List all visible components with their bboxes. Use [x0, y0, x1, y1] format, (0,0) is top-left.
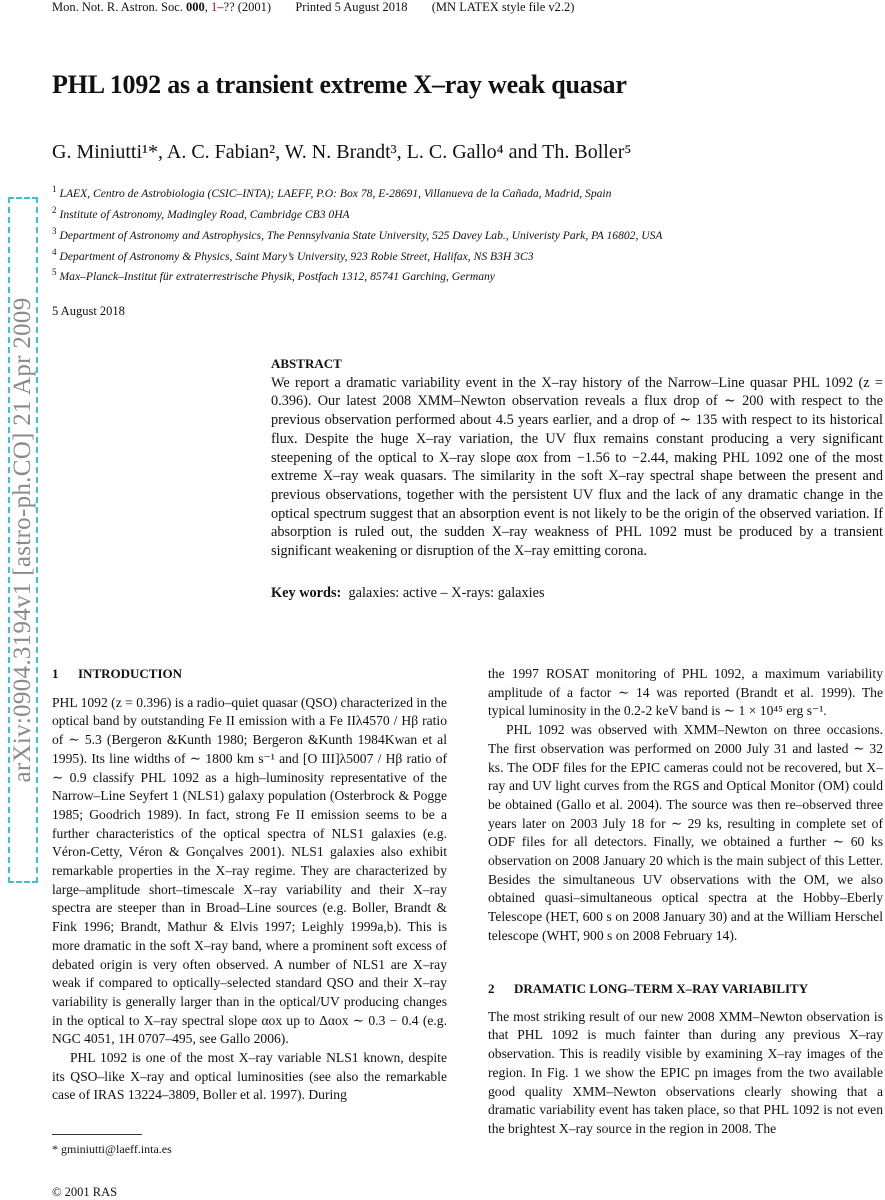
- abstract-heading: ABSTRACT: [271, 356, 342, 371]
- footnote: * gminiutti@laeff.inta.es: [52, 1142, 172, 1156]
- section-2: [488, 980, 883, 1139]
- affiliation-4: $^4$ Department of Astronomy & Physics, Saint Mary’s University, 923 Robie Street, Halifax, NS B3H 3C3: [52, 246, 534, 263]
- page-link[interactable]: 1: [211, 0, 218, 14]
- arxiv-id: arXiv:0904.3194v1 [astro-ph.CO] 21 Apr 2009: [9, 297, 36, 783]
- affiliations: [52, 181, 663, 285]
- keywords-label: Key words:: [271, 585, 342, 601]
- intro-paragraph-1: PHL 1092 (z = 0.396) is a radio–quiet quasar (QSO) characterized in the optical band by outstanding Fe II emission with a Fe IIλ4570 / Hβ ratio of ∼ 5.3 (Bergeron &Kunth 1980; Bergeron &Kunth 1984Kwan et al 1995). Its line widths of ∼ 1800 km s⁻¹ and [O III]λ5007 / Hβ ratio of ∼ 0.9 classify PHL 1092 as a high–luminosity representative of the Narrow–Line Seyfert 1 (NLS1) galaxy population (Osterbrock & Pogge 1985; Goodrich 1989). In fact, strong Fe II emission seems to be a further characteristics of the optical spectra of NLS1 galaxies (e.g. Véron-Cetty, Véron & Gonçalves 2001). NLS1 galaxies also exhibit remarkable properties in the X–ray regime. They are characterized by large–amplitude short–timescale X–ray variability and their X–ray spectra are steeper than in Broad–Line sources (e.g. Boller, Brandt & Fink 1996; Brandt, Mathur & Elvis 1997; Leighly 1999a,b). This is more dramatic in the soft X–ray band, where a prominent soft excess of debated origin is very often observed. A number of NLS1 are X–ray weak if compared to optically–selected standard QSO and their X–ray variability is generally larger than in the optical/UV producing changes in the optical to X–ray spectral slope αox up to Δαox ∼ 0.3 − 0.4 (e.g. NGC 4051, 1H 0707–495, see Gallo 2006).: [52, 694, 447, 1047]
- style-file: (MN LATEX style file v2.2): [431, 0, 575, 14]
- footnote-rule: [52, 1134, 142, 1135]
- author-list: G. Miniutti¹*, A. C. Fabian², W. N. Brandt³, L. C. Gallo⁴ and Th. Boller⁵: [52, 141, 632, 163]
- received-date: 5 August 2018: [52, 304, 125, 318]
- section-1-heading: 1 INTRODUCTION: [52, 666, 183, 681]
- keywords-text: galaxies: active – X-rays: galaxies: [348, 585, 545, 601]
- right-paragraph-1: the 1997 ROSAT monitoring of PHL 1092, a maximum variability amplitude of a factor ∼ 14 was reported (Brandt et al. 1999). The typical luminosity in the 0.2-2 keV band is ∼ 1 × 10⁴⁵ erg s⁻¹.: [488, 666, 883, 719]
- keywords: [271, 585, 883, 602]
- section-2-paragraph-1: The most striking result of our new 2008 XMM–Newton observation is that PHL 1092 is much fainter than during any previous X–ray observation. This is readily visible by examining X–ray images of the region. In Fig. 1 we show the EPIC pn images from the two available good quality XMM–Newton observations clearly showing that a dramatic variability event has taken place, so that PHL 1092 is not even the brightest X–ray source in the region in 2008. The: [488, 1008, 883, 1136]
- affiliation-3: $^3$ Department of Astronomy and Astrophysics, The Pennsylvania State University, 525 Davey Lab., Univeristy Park, PA 16802, USA: [52, 225, 663, 242]
- affiliation-2: $^2$ Institute of Astronomy, Madingley Road, Cambridge CB3 0HA: [52, 204, 350, 221]
- volume: 000: [186, 0, 205, 14]
- section-2-heading: 2 DRAMATIC LONG–TERM X–RAY VARIABILITY: [488, 981, 809, 996]
- journal-name: Mon. Not. R. Astron. Soc.: [52, 0, 183, 14]
- paper-title: PHL 1092 as a transient extreme X–ray weak quasar: [52, 70, 627, 99]
- abstract-text: We report a dramatic variability event in the X–ray history of the Narrow–Line quasar PHL 1092 (z = 0.396). Our latest 2008 XMM–Newton observation reveals a flux drop of ∼ 200 with respect to the previous observation performed about 4.5 years earlier, and a drop of ∼ 135 with respect to its historical flux. Despite the huge X–ray variation, the UV flux remains constant producing a very significant steepening of the optical to X–ray slope αox from −1.56 to −2.44, making PHL 1092 one of the most extreme X–ray weak quasars. The similarity in the soft X–ray spectral shape between the present and previous observations, together with the persistent UV flux and the lack of any dramatic change in the optical spectrum suggest that an absorption event is not likely to be the origin of the observed variation. If absorption is ruled out, the sudden X–ray weakness of PHL 1092 must be produced by a transient significant weakening or disruption of the X–ray emitting corona.: [271, 374, 883, 560]
- abstract: [271, 355, 883, 561]
- printed-date: Printed 5 August 2018: [295, 0, 408, 14]
- copyright: © 2001 RAS: [52, 1185, 118, 1199]
- intro-paragraph-2: PHL 1092 is one of the most X–ray variable NLS1 known, despite its QSO–like X–ray and optical luminosities (see also the remarkable case of IRAS 13224–3809, Boller et al. 1997). During: [52, 1050, 447, 1103]
- right-column: [488, 665, 883, 946]
- affiliation-1: $^1$ LAEX, Centro de Astrobiologia (CSIC–INTA); LAEFF, P.O: Box 78, E-28691, Villanueva de la Cañada, Madrid, Spain: [52, 184, 612, 200]
- arxiv-stamp[interactable]: [8, 197, 38, 883]
- running-head: Mon. Not. R. Astron. Soc. 000, 1–?? (2001) Printed 5 August 2018 (MN LATEX style file v2.2): [52, 0, 575, 14]
- affiliation-5: $^5$ Max–Planck–Institut für extraterrestrische Physik, Postfach 1312, 85741 Garching, Germany: [52, 267, 495, 284]
- right-paragraph-2: PHL 1092 was observed with XMM–Newton on three occasions. The first observation was performed on 2000 July 31 and lasted ∼ 32 ks. The ODF files for the EPIC cameras could not be recovered, but X–ray and UV light curves from the RGS and Optical Monitor (OM) could be obtained (Gallo et al. 2004). The source was then re–observed three years later on 2003 July 18 for ∼ 29 ks, resulting in complete set of ODF files for all detectors. Finally, we obtained a further ∼ 60 ks observation on 2008 January 20 which is the main subject of this Letter. Besides the simultaneous UV observations with the OM, we also obtained quasi–simultaneous optical spectra at the Hobby–Eberly Telescope (HET, 600 s on 2008 January 30) and at the William Herschel telescope (WHT, 900 s on 2008 February 14).: [488, 722, 883, 943]
- left-column: [52, 665, 447, 1105]
